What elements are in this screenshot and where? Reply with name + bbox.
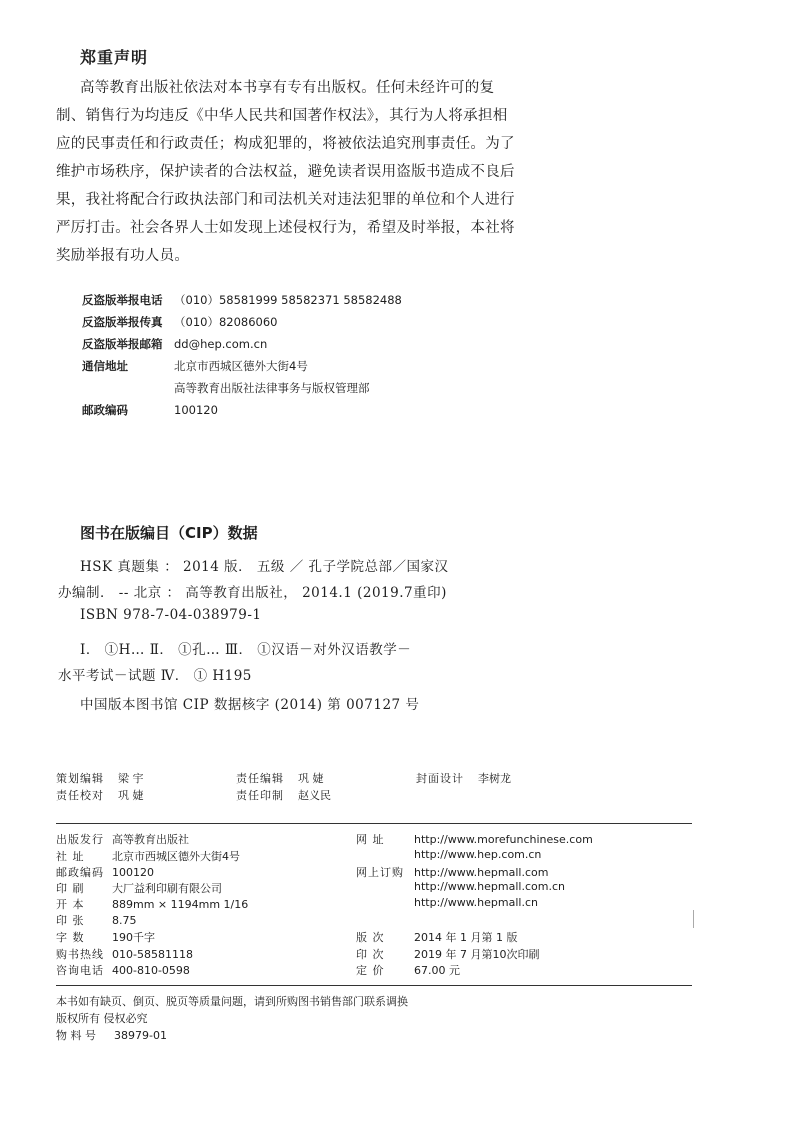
contact-row-postcode bbox=[82, 402, 218, 418]
pub-row bbox=[356, 831, 593, 847]
pub-value: 010-58581118 bbox=[112, 948, 193, 961]
credit-planning-editor bbox=[56, 770, 144, 786]
pub-row bbox=[356, 962, 460, 978]
pub-label: 印 张 bbox=[56, 914, 85, 927]
pub-label: 出版发行 bbox=[56, 833, 104, 846]
pub-row bbox=[356, 880, 565, 893]
pub-row bbox=[56, 831, 189, 847]
contact-row-email bbox=[82, 336, 267, 352]
pub-row bbox=[356, 929, 517, 945]
pub-row bbox=[56, 912, 137, 928]
contact-row-fax bbox=[82, 314, 277, 330]
credit-value: 李树龙 bbox=[478, 772, 511, 785]
pub-row bbox=[56, 880, 222, 896]
pub-label: 社 址 bbox=[56, 850, 85, 863]
cip-line: 中国版本图书馆 CIP 数据核字 (2014) 第 007127 号 bbox=[80, 697, 420, 713]
pub-value: 67.00 元 bbox=[414, 964, 460, 977]
credit-proofreader bbox=[56, 787, 144, 803]
credit-responsible-editor bbox=[236, 770, 324, 786]
contact-label: 通信地址 bbox=[82, 359, 128, 373]
pub-value: 北京市西城区德外大街4号 bbox=[112, 850, 240, 863]
pub-label: 定 价 bbox=[356, 964, 385, 977]
pub-value: 400-810-0598 bbox=[112, 964, 190, 977]
pub-url[interactable]: http://www.morefunchinese.com bbox=[414, 833, 593, 846]
pub-value: 889mm × 1194mm 1/16 bbox=[112, 898, 249, 911]
pub-label: 网上订购 bbox=[356, 866, 404, 879]
credit-label: 责任校对 bbox=[56, 789, 104, 802]
statement-line: 果，我社将配合行政执法部门和司法机关对违法犯罪的单位和个人进行 bbox=[56, 192, 515, 208]
credit-printing-supervisor bbox=[236, 787, 331, 803]
pub-label: 字 数 bbox=[56, 931, 85, 944]
pub-row bbox=[356, 896, 538, 909]
pub-label: 购书热线 bbox=[56, 948, 104, 961]
quality-notice: 本书如有缺页、倒页、脱页等质量问题，请到所购图书销售部门联系调换 bbox=[56, 995, 408, 1008]
credit-value: 梁 宇 bbox=[118, 772, 144, 785]
pub-url[interactable]: http://www.hepmall.com.cn bbox=[414, 880, 565, 893]
pub-value: 大厂益利印刷有限公司 bbox=[112, 882, 222, 895]
contact-value: （010）82086060 bbox=[174, 315, 278, 329]
item-number-label: 物 料 号 bbox=[56, 1029, 96, 1042]
contact-value: 北京市西城区德外大街4号 bbox=[174, 359, 308, 373]
contact-value[interactable]: dd@hep.com.cn bbox=[174, 337, 268, 351]
pub-label: 印 次 bbox=[356, 948, 385, 961]
statement-line: 制、销售行为均违反《中华人民共和国著作权法》，其行为人将承担相 bbox=[56, 108, 508, 124]
divider bbox=[56, 985, 692, 986]
statement-line: 应的民事责任和行政责任；构成犯罪的，将被依法追究刑事责任。为了 bbox=[56, 136, 515, 152]
pub-label: 开 本 bbox=[56, 898, 85, 911]
pub-value: 100120 bbox=[112, 866, 154, 879]
credit-value: 巩 婕 bbox=[298, 772, 324, 785]
pub-url[interactable]: http://www.hep.com.cn bbox=[414, 848, 542, 861]
contact-value: 100120 bbox=[174, 403, 218, 417]
pub-row bbox=[356, 946, 539, 962]
cip-line: 办编制． -- 北京 ： 高等教育出版社， 2014.1 (2019.7重印) bbox=[58, 585, 447, 601]
pub-row bbox=[56, 946, 193, 962]
pub-label: 咨询电话 bbox=[56, 964, 104, 977]
pub-row bbox=[56, 848, 240, 864]
cip-line: HSK 真题集 ： 2014 版． 五级 ／ 孔子学院总部／国家汉 bbox=[80, 559, 449, 575]
credit-cover-design bbox=[416, 770, 511, 786]
pub-value: 2014 年 1 月第 1 版 bbox=[414, 931, 518, 944]
cip-line: 水平考试－试题 Ⅳ． ① H195 bbox=[58, 668, 252, 684]
pub-url[interactable]: http://www.hepmall.cn bbox=[414, 896, 538, 909]
contact-label: 反盗版举报传真 bbox=[82, 315, 163, 329]
scan-mark bbox=[693, 910, 694, 928]
statement-title: 郑重声明 bbox=[80, 48, 149, 67]
pub-value: 2019 年 7 月第10次印刷 bbox=[414, 948, 540, 961]
pub-row bbox=[56, 929, 155, 945]
pub-value: 高等教育出版社 bbox=[112, 833, 189, 846]
item-number-value: 38979-01 bbox=[114, 1029, 167, 1042]
statement-line: 严厉打击。社会各界人士如发现上述侵权行为，希望及时举报，本社将 bbox=[56, 220, 515, 236]
contact-value: （010）58581999 58582371 58582488 bbox=[174, 293, 402, 307]
pub-row bbox=[56, 864, 154, 880]
pub-row bbox=[56, 896, 248, 912]
contact-row-department bbox=[82, 380, 370, 396]
credit-label: 责任编辑 bbox=[236, 772, 284, 785]
statement-line: 高等教育出版社依法对本书享有专有出版权。任何未经许可的复 bbox=[80, 80, 495, 96]
credit-value: 赵义民 bbox=[298, 789, 331, 802]
cip-line: Ⅰ． ①H… Ⅱ． ①孔… Ⅲ． ①汉语－对外汉语教学－ bbox=[80, 642, 412, 658]
pub-url[interactable]: http://www.hepmall.com bbox=[414, 866, 549, 879]
statement-line: 奖励举报有功人员。 bbox=[56, 248, 190, 264]
statement-line: 维护市场秩序，保护读者的合法权益，避免读者误用盗版书造成不良后 bbox=[56, 164, 515, 180]
cip-line: ISBN 978-7-04-038979-1 bbox=[80, 607, 262, 623]
pub-value: 8.75 bbox=[112, 914, 137, 927]
contact-label: 反盗版举报电话 bbox=[82, 293, 163, 307]
contact-label: 反盗版举报邮箱 bbox=[82, 337, 163, 351]
rights-notice: 版权所有 侵权必究 bbox=[56, 1012, 148, 1025]
cip-title: 图书在版编目（CIP）数据 bbox=[80, 524, 258, 542]
pub-label: 版 次 bbox=[356, 931, 385, 944]
pub-row bbox=[356, 848, 541, 861]
item-number bbox=[56, 1027, 167, 1043]
contact-row-address bbox=[82, 358, 308, 374]
contact-row-phone bbox=[82, 292, 402, 308]
pub-label: 邮政编码 bbox=[56, 866, 104, 879]
pub-row bbox=[356, 864, 548, 880]
credit-label: 策划编辑 bbox=[56, 772, 104, 785]
credit-value: 巩 婕 bbox=[118, 789, 144, 802]
pub-value: 190千字 bbox=[112, 931, 155, 944]
pub-row bbox=[56, 962, 190, 978]
pub-label: 印 刷 bbox=[56, 882, 85, 895]
contact-label: 邮政编码 bbox=[82, 403, 128, 417]
credit-label: 责任印制 bbox=[236, 789, 284, 802]
divider bbox=[56, 823, 692, 824]
contact-value: 高等教育出版社法律事务与版权管理部 bbox=[174, 381, 370, 395]
pub-label: 网 址 bbox=[356, 833, 385, 846]
credit-label: 封面设计 bbox=[416, 772, 464, 785]
